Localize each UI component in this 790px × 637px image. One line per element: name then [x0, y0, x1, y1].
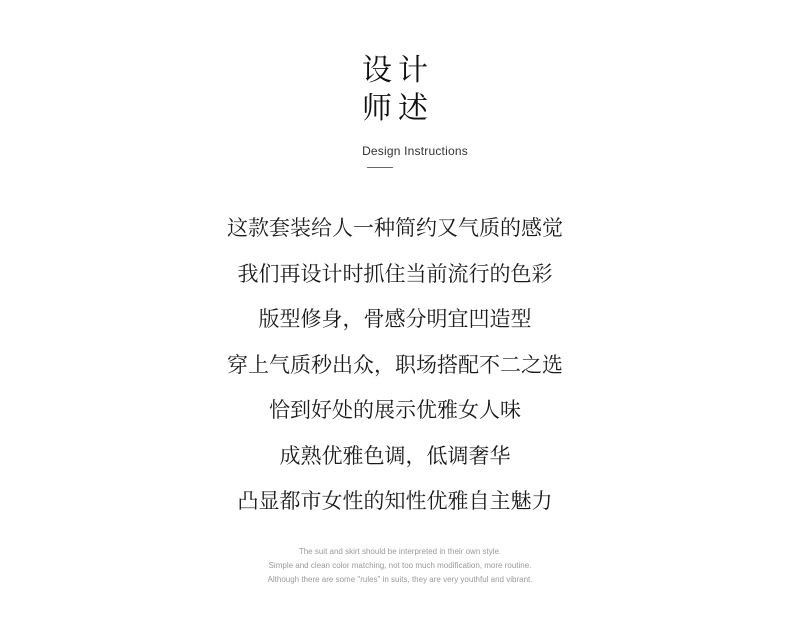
description-line: 恰到好处的展示优雅女人味 [269, 398, 521, 422]
page-title [362, 52, 442, 128]
footnote-line: The suit and skirt should be interpreted in their own style. [298, 547, 502, 556]
page-subtitle: Design Instructions [362, 144, 468, 158]
description-line: 版型修身，骨感分明宜凹造型 [258, 307, 532, 331]
footnote-block [0, 545, 790, 587]
description-line: 这款套装给人一种简约又气质的感觉 [227, 216, 563, 240]
description-line: 凸显都市女性的知性优雅自主魅力 [237, 489, 553, 513]
description-line: 我们再设计时抓住当前流行的色彩 [237, 261, 553, 286]
description-line: 穿上气质秒出众，职场搭配不二之选 [227, 352, 563, 377]
description-line: 成熟优雅色调，低调奢华 [279, 443, 511, 468]
page-title-line-2: 师述 [362, 91, 434, 126]
page-title-line-1: 设计 [362, 53, 434, 88]
description-block [0, 206, 790, 525]
footnote-line: Simple and clean color matching, not too much modification, more routine. [268, 561, 532, 570]
footnote-line: Although there are some "rules" in suits, they are very youthful and vibrant. [267, 575, 533, 584]
subtitle-divider [367, 167, 393, 168]
